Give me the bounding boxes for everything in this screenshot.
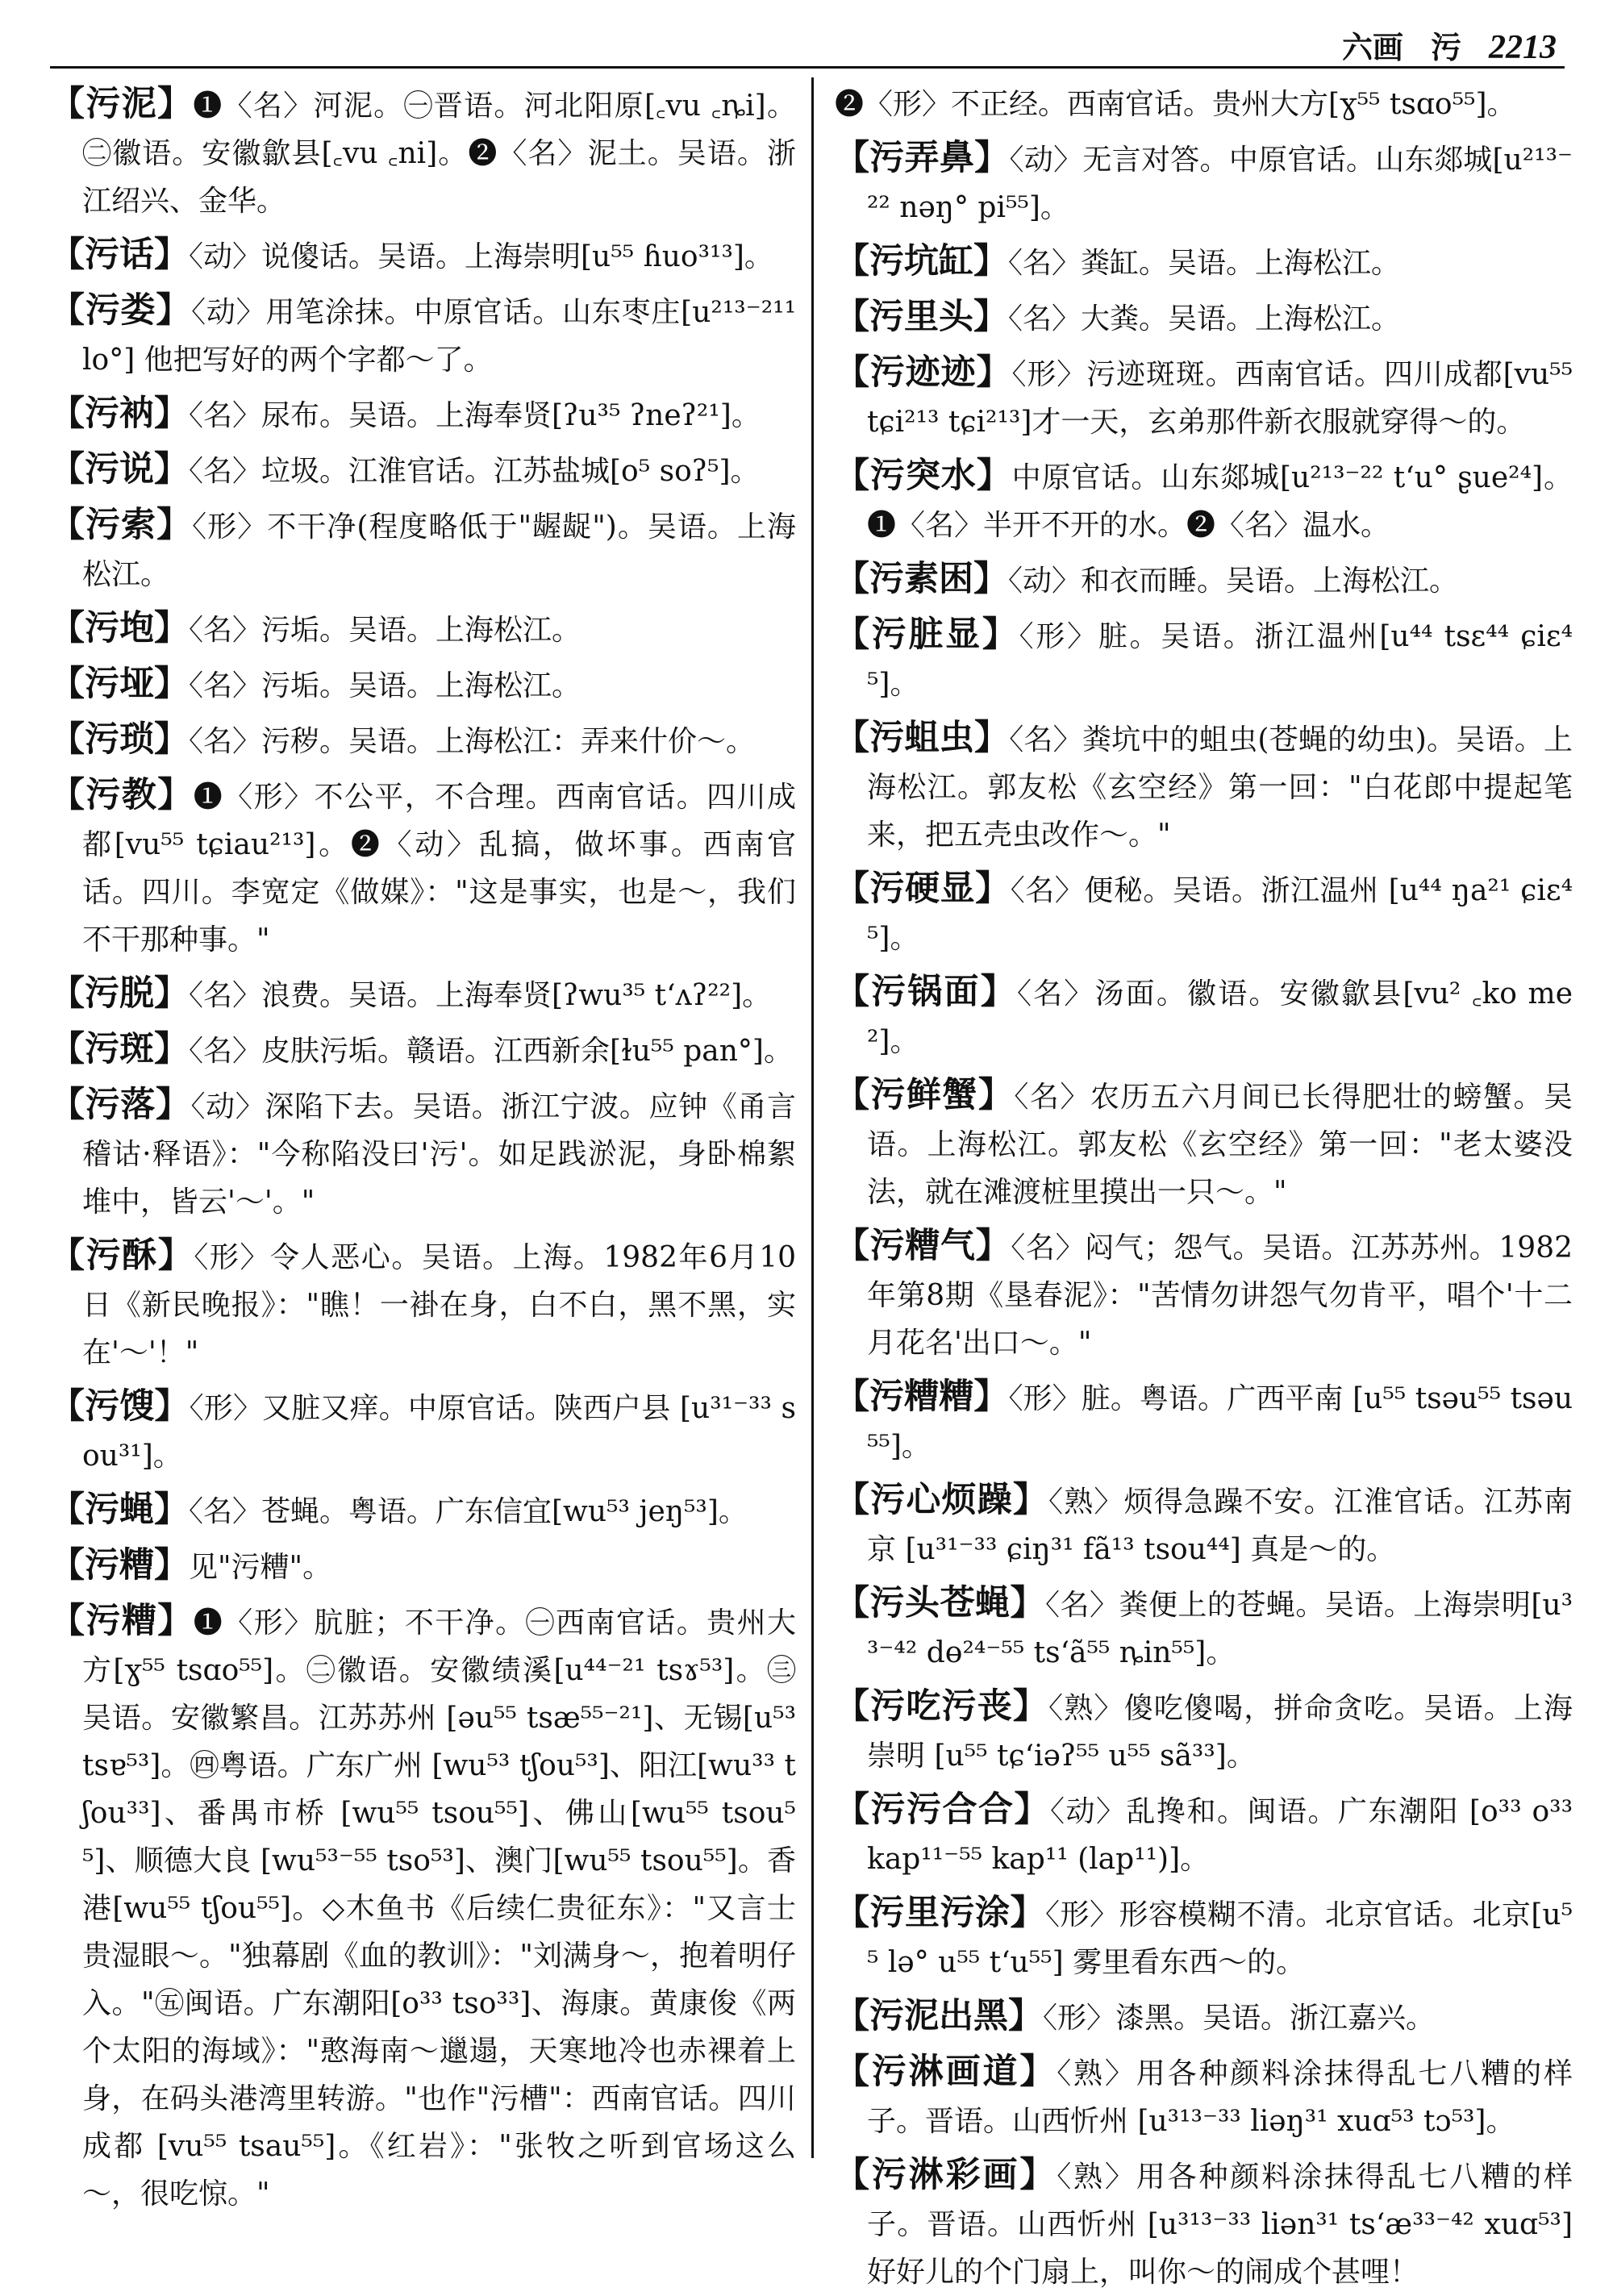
entry-headword: 【污垉】 — [50, 608, 189, 648]
entry-definition: 中原官话。山东郯城[u²¹³⁻²² tʻu° ʂue²⁴]。❶〈名〉半开不开的水。❷〈名〉温水。 — [867, 461, 1573, 542]
entry-definition: 〈形〉脏。吴语。浙江温州[u⁴⁴ tsɛ⁴⁴ ɕiɛ⁴⁵]。 — [867, 620, 1573, 701]
dictionary-entry — [835, 1373, 1573, 1470]
dictionary-entry — [835, 81, 1573, 128]
entry-definition: ❶〈形〉不公平，不合理。西南官话。四川成都[vu⁵⁵ tɕiau²¹³]。❷〈动〉乱搞，做坏事。西南官话。四川。李宽定《做媒》："这是事实，也是～，我们不干那种事。" — [82, 781, 796, 956]
dictionary-entry — [835, 452, 1573, 549]
dictionary-entry — [835, 135, 1573, 231]
entry-headword: 【污说】 — [50, 449, 189, 490]
dictionary-entry — [50, 1081, 796, 1226]
entry-definition: 〈熟〉傻吃傻喝，拼命贪吃。吴语。上海崇明 [u⁵⁵ tɕʻiəʔ⁵⁵ u⁵⁵ sã³³]。 — [867, 1692, 1573, 1773]
entry-headword: 【污糟】 — [50, 1545, 189, 1586]
entry-headword: 【污弄鼻】 — [835, 138, 1010, 178]
entry-definition: 〈名〉垃圾。江淮官话。江苏盐城[o⁵ soʔ⁵]。 — [189, 455, 760, 488]
entry-definition: 〈名〉污垢。吴语。上海松江。 — [189, 669, 581, 702]
entry-headword: 【污蝇】 — [50, 1490, 189, 1530]
entry-headword: 【污心烦躁】 — [835, 1480, 1049, 1520]
entry-headword: 【污里污涂】 — [835, 1893, 1045, 1933]
entry-definition: 〈名〉尿布。吴语。上海奉贤[ʔu³⁵ ʔneʔ²¹]。 — [189, 399, 761, 432]
dictionary-entry — [50, 772, 796, 964]
column-divider — [811, 77, 814, 2158]
entry-definition: 〈名〉汤面。徽语。安徽歙县[vu² ꜀ko me²]。 — [867, 977, 1573, 1058]
dictionary-entry — [835, 715, 1573, 859]
dictionary-entry — [835, 1072, 1573, 1216]
dictionary-entry — [50, 446, 796, 495]
header-character: 污 — [1430, 29, 1461, 65]
header-rule — [50, 66, 1565, 69]
entry-headword: 【污蛆虫】 — [835, 718, 1010, 758]
entry-definition: 〈名〉皮肤污垢。赣语。江西新余[ɫu⁵⁵ pan°]。 — [189, 1035, 793, 1068]
dictionary-entry — [835, 1477, 1573, 1573]
entry-headword: 【污衲】 — [50, 394, 189, 434]
entry-definition: 〈熟〉用各种颜料涂抹得乱七八糟的样子。晋语。山西忻州 [u³¹³⁻³³ liəŋ³¹ xuɑ⁵³ tɔ⁵³]。 — [867, 2057, 1573, 2138]
dictionary-entry — [835, 238, 1573, 287]
entry-headword: 【污斑】 — [50, 1029, 189, 1069]
entry-definition: 〈熟〉用各种颜料涂抹得乱七八糟的样子。晋语。山西忻州 [u³¹³⁻³³ liən³¹ tsʻæ³³⁻⁴² xuɑ⁵³] 好好儿的个门扇上，叫你～的闹成个甚哩！ — [867, 2161, 1573, 2289]
dictionary-entry — [835, 1890, 1573, 1986]
dictionary-entry — [835, 556, 1573, 605]
entry-definition: ❷〈形〉不正经。西南官话。贵州大方[ɣ⁵⁵ tsɑo⁵⁵]。 — [835, 88, 1516, 121]
dictionary-entry — [50, 287, 796, 384]
entry-definition: 〈名〉粪坑中的蛆虫(苍蝇的幼虫)。吴语。上海松江。郭友松《玄空经》第一回："白花郎中提起笔来，把五壳虫改作～。" — [867, 723, 1573, 852]
dictionary-entry — [835, 1993, 1573, 2042]
dictionary-entry — [50, 1542, 796, 1591]
dictionary-entry — [835, 611, 1573, 708]
page-number: 2213 — [1489, 29, 1557, 66]
entry-headword: 【污淋彩画】 — [835, 2155, 1057, 2195]
entry-headword: 【污脏显】 — [835, 615, 1019, 655]
entry-definition: 〈动〉和衣而睡。吴语。上海松江。 — [1008, 565, 1459, 598]
entry-headword: 【污垭】 — [50, 664, 189, 704]
entry-headword: 【污头苍蝇】 — [835, 1583, 1045, 1623]
dictionary-entry — [50, 390, 796, 440]
entry-headword: 【污糟糟】 — [835, 1377, 1009, 1417]
entry-headword: 【污吃污丧】 — [835, 1686, 1049, 1727]
entry-definition: 见"污糟"。 — [189, 1551, 332, 1584]
entry-headword: 【污硬显】 — [835, 869, 1011, 909]
entry-headword: 【污娄】 — [50, 290, 192, 331]
entry-definition: 〈形〉又脏又痒。中原官话。陕西户县 [u³¹⁻³³ sou³¹]。 — [82, 1392, 796, 1473]
entry-definition: 〈形〉不干净(程度略低于"龌龊")。吴语。上海松江。 — [82, 510, 796, 591]
entry-headword: 【污淋画道】 — [835, 2052, 1057, 2092]
entry-headword: 【污酥】 — [50, 1236, 194, 1276]
entry-definition: 〈动〉说傻话。吴语。上海崇明[u⁵⁵ ɦuo³¹³]。 — [189, 240, 773, 273]
dictionary-entry — [835, 1683, 1573, 1780]
entry-headword: 【污话】 — [50, 235, 189, 275]
entry-headword: 【污泥】 — [50, 84, 194, 124]
right-column — [835, 81, 1573, 2289]
dictionary-entry — [835, 2048, 1573, 2145]
entry-headword: 【污脱】 — [50, 973, 189, 1014]
entry-definition: 〈动〉乱搀和。闽语。广东潮阳 [o³³ o³³ kap¹¹⁻⁵⁵ kap¹¹ (lap¹¹)]。 — [867, 1795, 1573, 1876]
dictionary-entry — [835, 1786, 1573, 1883]
entry-definition: 〈形〉脏。粤语。广西平南 [u⁵⁵ tsəu⁵⁵ tsəu⁵⁵]。 — [867, 1382, 1573, 1463]
entry-definition: ❶〈名〉河泥。㊀晋语。河北阳原[꜀vu ꜀ȵi]。㊁徽语。安徽歙县[꜀vu ꜀ni]。❷〈名〉泥土。吴语。浙江绍兴、金华。 — [82, 90, 797, 218]
entry-definition: 〈名〉便秘。吴语。浙江温州 [u⁴⁴ ŋa²¹ ɕiɛ⁴⁵]。 — [867, 874, 1573, 955]
entry-headword: 【污落】 — [50, 1085, 191, 1125]
dictionary-entry — [50, 502, 796, 598]
entry-headword: 【污素困】 — [835, 559, 1008, 599]
dictionary-entry — [50, 716, 796, 765]
entry-headword: 【污鲜蟹】 — [835, 1075, 1015, 1115]
entry-headword: 【污污合合】 — [835, 1790, 1050, 1830]
entry-headword: 【污馊】 — [50, 1386, 190, 1427]
entry-definition: 〈形〉令人恶心。吴语。上海。1982年6月10日《新民晚报》："瞧！一褂在身，白不白，黑不黑，实在'～'！" — [82, 1241, 796, 1369]
entry-definition: 〈名〉污秽。吴语。上海松江：弄来什价～。 — [189, 725, 756, 758]
entry-headword: 【污里头】 — [835, 297, 1008, 337]
entry-definition: 〈名〉闷气；怨气。吴语。江苏苏州。1982年第8期《垦春泥》："苦情勿讲怨气勿肯平，唱个'十二月花名'出口～。" — [867, 1231, 1573, 1360]
header-section: 六画 — [1341, 29, 1403, 65]
entry-definition: 〈形〉形容模糊不清。北京官话。北京[u⁵⁵ lə° u⁵⁵ tʻu⁵⁵] 雾里看东西～的。 — [867, 1898, 1573, 1979]
dictionary-entry — [50, 1232, 796, 1377]
dictionary-entry — [835, 294, 1573, 343]
entry-definition: ❶〈形〉肮脏；不干净。㊀西南官话。贵州大方[ɣ⁵⁵ tsɑo⁵⁵]。㊁徽语。安徽绩溪[u⁴⁴⁻²¹ tsɤ⁵³]。㊂吴语。安徽繁昌。江苏苏州 [əu⁵⁵ tsæ⁵⁵⁻²¹]、无锡[u⁵³ tsɐ⁵³]。㊃粤语。广东广州 [wu⁵³ tʃou⁵³]、阳江[wu³³ tʃou³³]、番禺市桥 [wu⁵⁵ tsou⁵⁵]、佛山[wu⁵⁵ tsou⁵⁵]、顺德大良 [wu⁵³⁻⁵⁵ tso⁵³]、澳门[wu⁵⁵ tsou⁵⁵]。香港[wu⁵⁵ tʃou⁵⁵]。◇木鱼书《后续仁贵征东》："又言士贵湿眼～。"独幕剧《血的教训》："刘满身～，抱着明仔入。"㊄闽语。广东潮阳[o³³ tso³³]、海康。黄康俊《两个太阳的海域》："憨海南～邋遢，天寒地冷也赤裸着上身，在码头港湾里转游。"也作"污槽"：西南官话。四川成都 [vu⁵⁵ tsau⁵⁵]。《红岩》："张牧之听到官场这么～，很吃惊。" — [82, 1606, 796, 2211]
dictionary-entry — [835, 1580, 1573, 1677]
dictionary-entry — [50, 660, 796, 710]
dictionary-entry — [50, 1598, 796, 2218]
entry-definition: 〈形〉污迹斑斑。西南官话。四川成都[vu⁵⁵ tɕi²¹³ tɕi²¹³]才一天，玄弟那件新衣服就穿得～的。 — [867, 358, 1573, 439]
entry-definition: 〈熟〉烦得急躁不安。江淮官话。江苏南京 [u³¹⁻³³ ɕiŋ³¹ fã¹³ tsou⁴⁴] 真是～的。 — [867, 1486, 1573, 1566]
entry-headword: 【污锅面】 — [835, 972, 1017, 1012]
entry-definition: 〈动〉无言对答。中原官话。山东郯城[u²¹³⁻²² nəŋ° pi⁵⁵]。 — [867, 144, 1573, 224]
dictionary-entry — [50, 231, 796, 281]
entry-headword: 【污迹迹】 — [835, 352, 1012, 393]
entry-headword: 【污糟气】 — [835, 1226, 1011, 1266]
dictionary-entry — [835, 1223, 1573, 1367]
dictionary-entry — [50, 1486, 796, 1536]
entry-headword: 【污教】 — [50, 775, 194, 815]
dictionary-entry — [50, 970, 796, 1019]
dictionary-entry — [50, 605, 796, 654]
entry-definition: 〈名〉大粪。吴语。上海松江。 — [1008, 302, 1401, 335]
entry-headword: 【污琐】 — [50, 719, 189, 760]
dictionary-entry — [835, 969, 1573, 1065]
entry-headword: 【污泥出黑】 — [835, 1996, 1043, 2036]
entry-headword: 【污索】 — [50, 505, 193, 545]
entry-headword: 【污糟】 — [50, 1601, 194, 1641]
dictionary-entry — [835, 349, 1573, 446]
dictionary-entry — [50, 1383, 796, 1480]
entry-definition: 〈名〉粪缸。吴语。上海松江。 — [1008, 247, 1401, 280]
running-header — [1040, 15, 1557, 66]
entry-headword: 【污突水】 — [835, 456, 1012, 496]
entry-headword: 【污坑缸】 — [835, 241, 1008, 281]
left-column — [50, 81, 797, 2211]
entry-definition: 〈名〉农历五六月间已长得肥壮的螃蟹。吴语。上海松江。郭友松《玄空经》第一回："老太婆没法，就在滩渡桩里摸出一只～。" — [867, 1081, 1573, 1209]
entry-definition: 〈动〉深陷下去。吴语。浙江宁波。应钟《甬言稽诂·释语》："今称陷没曰'污'。如足践淤泥，身卧棉絮堆中，皆云'～'。" — [82, 1090, 796, 1219]
entry-definition: 〈名〉浪费。吴语。上海奉贤[ʔwu³⁵ tʻʌʔ²²]。 — [189, 979, 772, 1012]
dictionary-entry — [835, 2152, 1573, 2296]
entry-definition: 〈形〉漆黑。吴语。浙江嘉兴。 — [1043, 2002, 1436, 2035]
entry-definition: 〈名〉粪便上的苍蝇。吴语。上海崇明[u³³⁻⁴² dɵ²⁴⁻⁵⁵ tsʻã⁵⁵ ȵin⁵⁵]。 — [867, 1589, 1573, 1669]
entry-definition: 〈名〉苍蝇。粤语。广东信宜[wu⁵³ jeŋ⁵³]。 — [189, 1495, 748, 1528]
dictionary-entry — [50, 81, 796, 225]
entry-definition: 〈动〉用笔涂抹。中原官话。山东枣庄[u²¹³⁻²¹¹ lo°] 他把写好的两个字都～了。 — [82, 296, 797, 377]
dictionary-entry — [50, 1026, 796, 1075]
entry-definition: 〈名〉污垢。吴语。上海松江。 — [189, 614, 581, 647]
dictionary-entry — [835, 865, 1573, 962]
